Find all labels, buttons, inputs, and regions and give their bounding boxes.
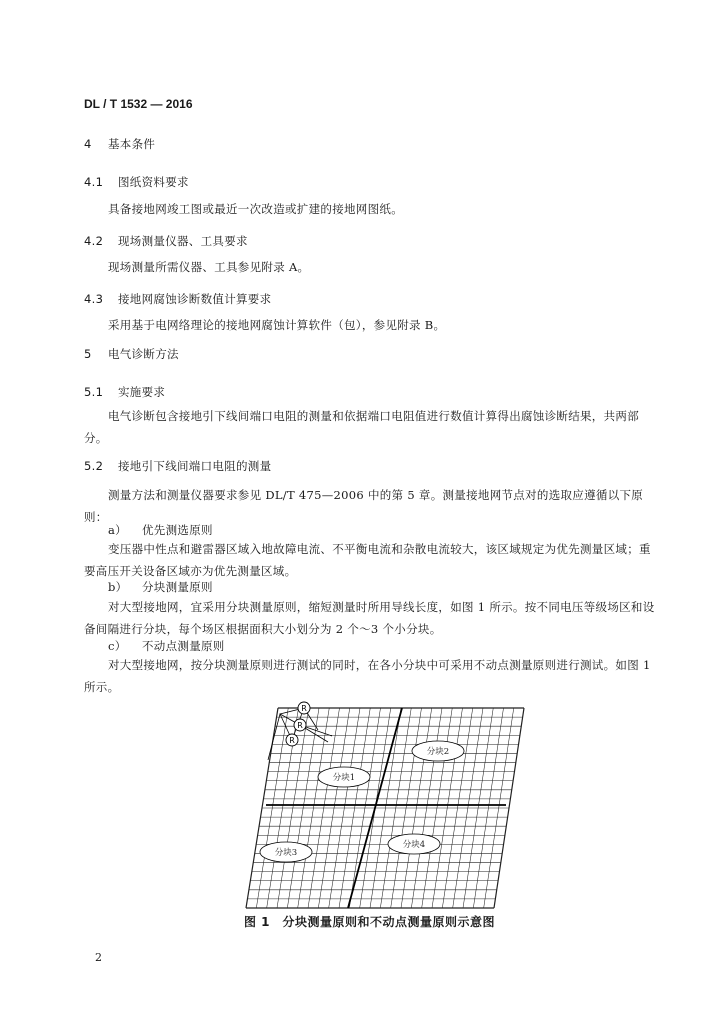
- figure-1-caption: 图 1 分块测量原则和不动点测量原则示意图: [244, 915, 496, 929]
- section-5-heading: [84, 346, 179, 362]
- section-5-2-heading: [84, 458, 271, 474]
- block-label-2: [412, 741, 464, 761]
- section-4-1-heading: [84, 174, 189, 190]
- svg-text:分块2: 分块2: [426, 747, 450, 757]
- principle-b-body: 对大型接地网，宜采用分块测量原则，缩短测量时所用导线长度，如图 1 所示。按不同电压等级场区和设备间隔进行分块，每个场区根据面积大小划分为 2 个～3 个小分块。: [84, 600, 655, 636]
- svg-text:R: R: [289, 736, 295, 745]
- svg-text:分块3: 分块3: [274, 848, 298, 858]
- section-title: 基本条件: [108, 137, 156, 151]
- resistance-meter-symbol: [298, 702, 310, 714]
- section-number: 4.3: [84, 292, 104, 306]
- section-5-1-body: 电气诊断包含接地引下线间端口电阻的测量和依据端口电阻值进行数值计算得出腐蚀诊断结果，共两部分。: [84, 409, 639, 445]
- section-number: 5: [84, 347, 92, 361]
- section-4-heading: [84, 136, 155, 152]
- resistance-meter-symbol: [294, 719, 306, 731]
- svg-text:R: R: [301, 704, 307, 713]
- svg-text:分块4: 分块4: [402, 840, 426, 850]
- section-4-1-body: 具备接地网竣工图或最近一次改造或扩建的接地网图纸。: [108, 202, 403, 216]
- block-label-4: [388, 834, 440, 854]
- section-title: 电气诊断方法: [108, 347, 179, 361]
- list-label: b）: [108, 580, 128, 594]
- block-label-3: [260, 842, 312, 862]
- list-label: a）: [108, 523, 127, 537]
- section-number: 4: [84, 137, 92, 151]
- principle-c-heading: [108, 638, 225, 654]
- section-title: 现场测量仪器、工具要求: [118, 234, 248, 248]
- section-4-2-body: 现场测量所需仪器、工具参见附录 A。: [108, 260, 310, 274]
- section-title: 接地引下线间端口电阻的测量: [118, 459, 272, 473]
- principle-title: 不动点测量原则: [142, 639, 225, 653]
- section-number: 4.2: [84, 234, 104, 248]
- document-header-id: DL / T 1532 — 2016: [84, 97, 193, 111]
- section-title: 接地网腐蚀诊断数值计算要求: [118, 292, 272, 306]
- section-5-2-body: 测量方法和测量仪器要求参见 DL/T 475—2006 中的第 5 章。测量接地网节点对的选取应遵循以下原则：: [84, 488, 644, 524]
- svg-text:分块1: 分块1: [332, 773, 356, 783]
- section-number: 5.1: [84, 385, 104, 399]
- principle-b-heading: [108, 579, 213, 595]
- svg-text:R: R: [297, 721, 303, 730]
- section-title: 图纸资料要求: [118, 175, 189, 189]
- principle-a-heading: [108, 522, 213, 538]
- section-title: 实施要求: [118, 385, 166, 399]
- section-4-2-heading: [84, 233, 248, 249]
- block-label-1: [318, 767, 370, 787]
- principle-title: 分块测量原则: [142, 580, 213, 594]
- page-number: 2: [95, 951, 103, 964]
- section-4-3-body: 采用基于电网络理论的接地网腐蚀计算软件（包），参见附录 B。: [108, 318, 446, 332]
- section-4-3-heading: [84, 291, 271, 307]
- resistance-meter-symbol: [286, 734, 298, 746]
- section-number: 5.2: [84, 459, 104, 473]
- principle-c-body: 对大型接地网，按分块测量原则进行测试的同时，在各小分块中可采用不动点测量原则进行测试。如图 1 所示。: [84, 658, 651, 694]
- section-number: 4.1: [84, 175, 104, 189]
- section-5-1-heading: [84, 384, 165, 400]
- principle-a-body: 变压器中性点和避雷器区域入地故障电流、不平衡电流和杂散电流较大，该区域规定为优先测量区域；重要高压开关设备区域亦为优先测量区域。: [84, 542, 651, 578]
- principle-title: 优先测选原则: [142, 523, 213, 537]
- figure-1-grid-diagram: [240, 700, 530, 912]
- list-label: c）: [108, 639, 127, 653]
